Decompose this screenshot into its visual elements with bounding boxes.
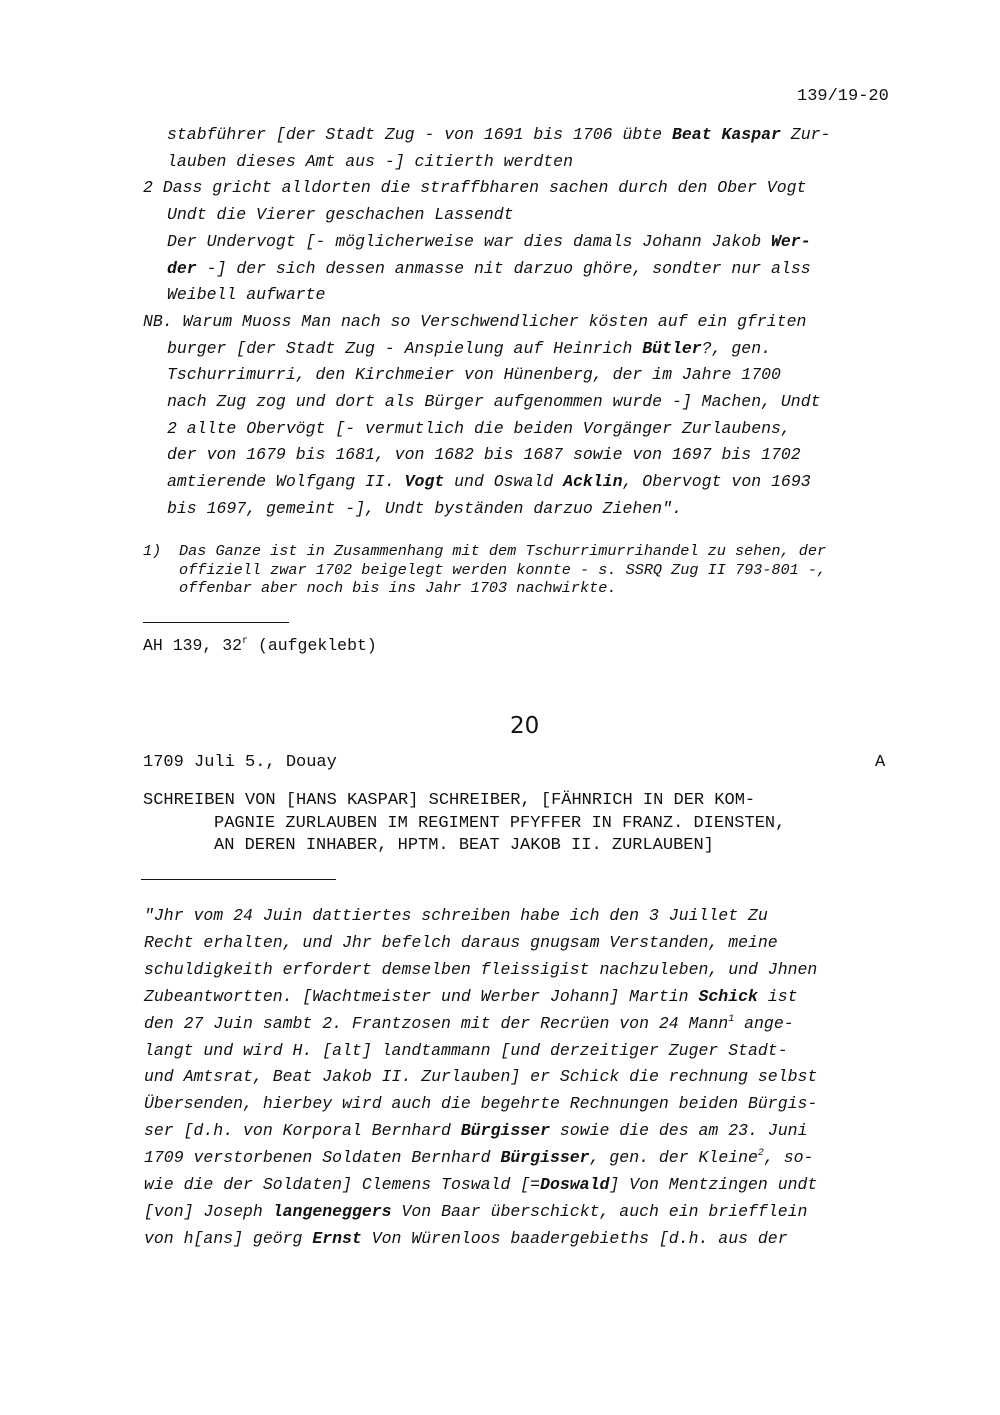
letter-line: den 27 Juin sambt 2. Frantzosen mit der Recrüen von 24 Mann$^1$ ange-: [144, 1013, 794, 1033]
letter-line: ser [d.h. von Korporal Bernhard Bürgisser sowie die des am 23. Juni: [144, 1121, 808, 1141]
text-line: Der Undervogt [- möglicherweise war dies damals Johann Jakob Wer-: [167, 231, 811, 251]
heading-divider: [141, 879, 336, 880]
text-line: Tschurrimurri, den Kirchmeier von Hünenberg, der im Jahre 1700: [167, 365, 781, 385]
heading-line: AN DEREN INHABER, HPTM. BEAT JAKOB II. ZURLAUBEN]: [214, 836, 714, 855]
footnote-ref: 2: [757, 1148, 764, 1160]
text-line: nach Zug zog und dort als Bürger aufgenommen wurde -] Machen, Undt: [167, 392, 821, 411]
text-line: 2 allte Obervögt [- vermutlich die beiden Vorgänger Zurlaubens,: [167, 418, 791, 438]
bold-name: Bütler: [642, 338, 702, 358]
bold-name: Wer-: [771, 231, 811, 251]
source-divider: [143, 622, 289, 623]
letter-line: Übersenden, hierbey wird auch die begehrte Rechnungen beiden Bürgis-: [144, 1094, 818, 1114]
text-line: amtierende Wolfgang II. Vogt und Oswald Acklin, Obervogt von 1693: [167, 472, 811, 492]
letter-line: [von] Joseph langeneggers Von Baar überschickt, auch ein briefflein: [144, 1201, 808, 1221]
bold-name: Doswald: [540, 1175, 610, 1194]
document-number: 20: [510, 713, 540, 739]
text-line: bis 1697, gemeint -], Undt byständen darzuo Ziehen".: [167, 498, 682, 518]
page-number: 139/19-20: [797, 87, 889, 106]
bold-name: Acklin: [563, 472, 623, 492]
bold-name: Vogt: [404, 472, 445, 492]
bold-name: Bürgisser: [500, 1148, 590, 1168]
letter-line: wie die der Soldaten] Clemens Toswald [=Doswald] Von Mentzingen undt: [144, 1175, 818, 1194]
date-place: 1709 Juli 5., Douay: [143, 753, 337, 772]
letter-line: Zubeantwortten. [Wachtmeister und Werber Johann] Martin Schick ist: [144, 986, 798, 1006]
text-line: Undt die Vierer geschachen Lassendt: [167, 205, 514, 225]
letter-line: Recht erhalten, und Jhr befelch daraus gnugsam Verstanden, meine: [144, 932, 778, 952]
bold-name: Ernst: [312, 1228, 362, 1248]
text-line: NB. Warum Muoss Man nach so Verschwendlicher kösten auf ein gfriten: [143, 311, 807, 331]
letter-line: "Jhr vom 24 Juin dattiertes schreiben habe ich den 3 Juillet Zu: [144, 906, 768, 925]
document-type-code: A: [875, 753, 886, 772]
bold-name: Schick: [698, 986, 758, 1006]
source-reference: AH 139, 32$^r$ (aufgeklebt): [143, 636, 377, 655]
bold-name: Bürgisser: [460, 1121, 550, 1141]
letter-line: von h[ans] geörg Ernst Von Würenloos baadergebieths [d.h. aus der: [144, 1228, 788, 1248]
footnote-line: Das Ganze ist in Zusammenhang mit dem Tschurrimurrihandel zu sehen, der: [179, 542, 827, 560]
letter-line: 1709 verstorbenen Soldaten Bernhard Bürgisser, gen. der Kleine$^2$, so-: [144, 1148, 814, 1168]
bold-name: langeneggers: [272, 1201, 392, 1221]
text-line: lauben dieses Amt aus -] citierth werdten: [167, 151, 573, 171]
text-line: der -] der sich dessen anmasse nit darzuo ghöre, sondter nur alss: [167, 258, 811, 278]
letter-line: langt und wird H. [alt] landtammann [und derzeitiger Zuger Stadt-: [144, 1040, 788, 1060]
footnote-ref: 1: [728, 1013, 735, 1025]
text-line: 2 Dass gricht alldorten die straffbharen sachen durch den Ober Vogt: [143, 178, 807, 198]
bold-name: der: [167, 258, 197, 278]
footnote-marker: 1): [143, 542, 162, 560]
letter-line: und Amtsrat, Beat Jakob II. Zurlauben] er Schick die rechnung selbst: [144, 1067, 818, 1087]
letter-line: schuldigkeith erfordert demselben fleissigist nachzuleben, und Jhnen: [144, 959, 818, 979]
text-line: der von 1679 bis 1681, von 1682 bis 1687 sowie von 1697 bis 1702: [167, 445, 801, 465]
footnote-line: offiziell zwar 1702 beigelegt werden konnte - s. SSRQ Zug II 793-801 -,: [179, 560, 827, 579]
text-line: stabführer [der Stadt Zug - von 1691 bis 1706 übte Beat Kaspar Zur-: [167, 125, 831, 144]
bold-name: Beat Kaspar: [671, 125, 781, 144]
heading-line: PAGNIE ZURLAUBEN IM REGIMENT PFYFFER IN FRANZ. DIENSTEN,: [214, 813, 786, 833]
footnote-line: offenbar aber noch bis ins Jahr 1703 nachwirkte.: [179, 579, 617, 597]
text-line: burger [der Stadt Zug - Anspielung auf Heinrich Bütler?, gen.: [167, 338, 772, 358]
text-line: Weibell aufwarte: [167, 285, 326, 305]
heading-line: SCHREIBEN VON [HANS KASPAR] SCHREIBER, [FÄHNRICH IN DER KOM-: [143, 791, 756, 810]
